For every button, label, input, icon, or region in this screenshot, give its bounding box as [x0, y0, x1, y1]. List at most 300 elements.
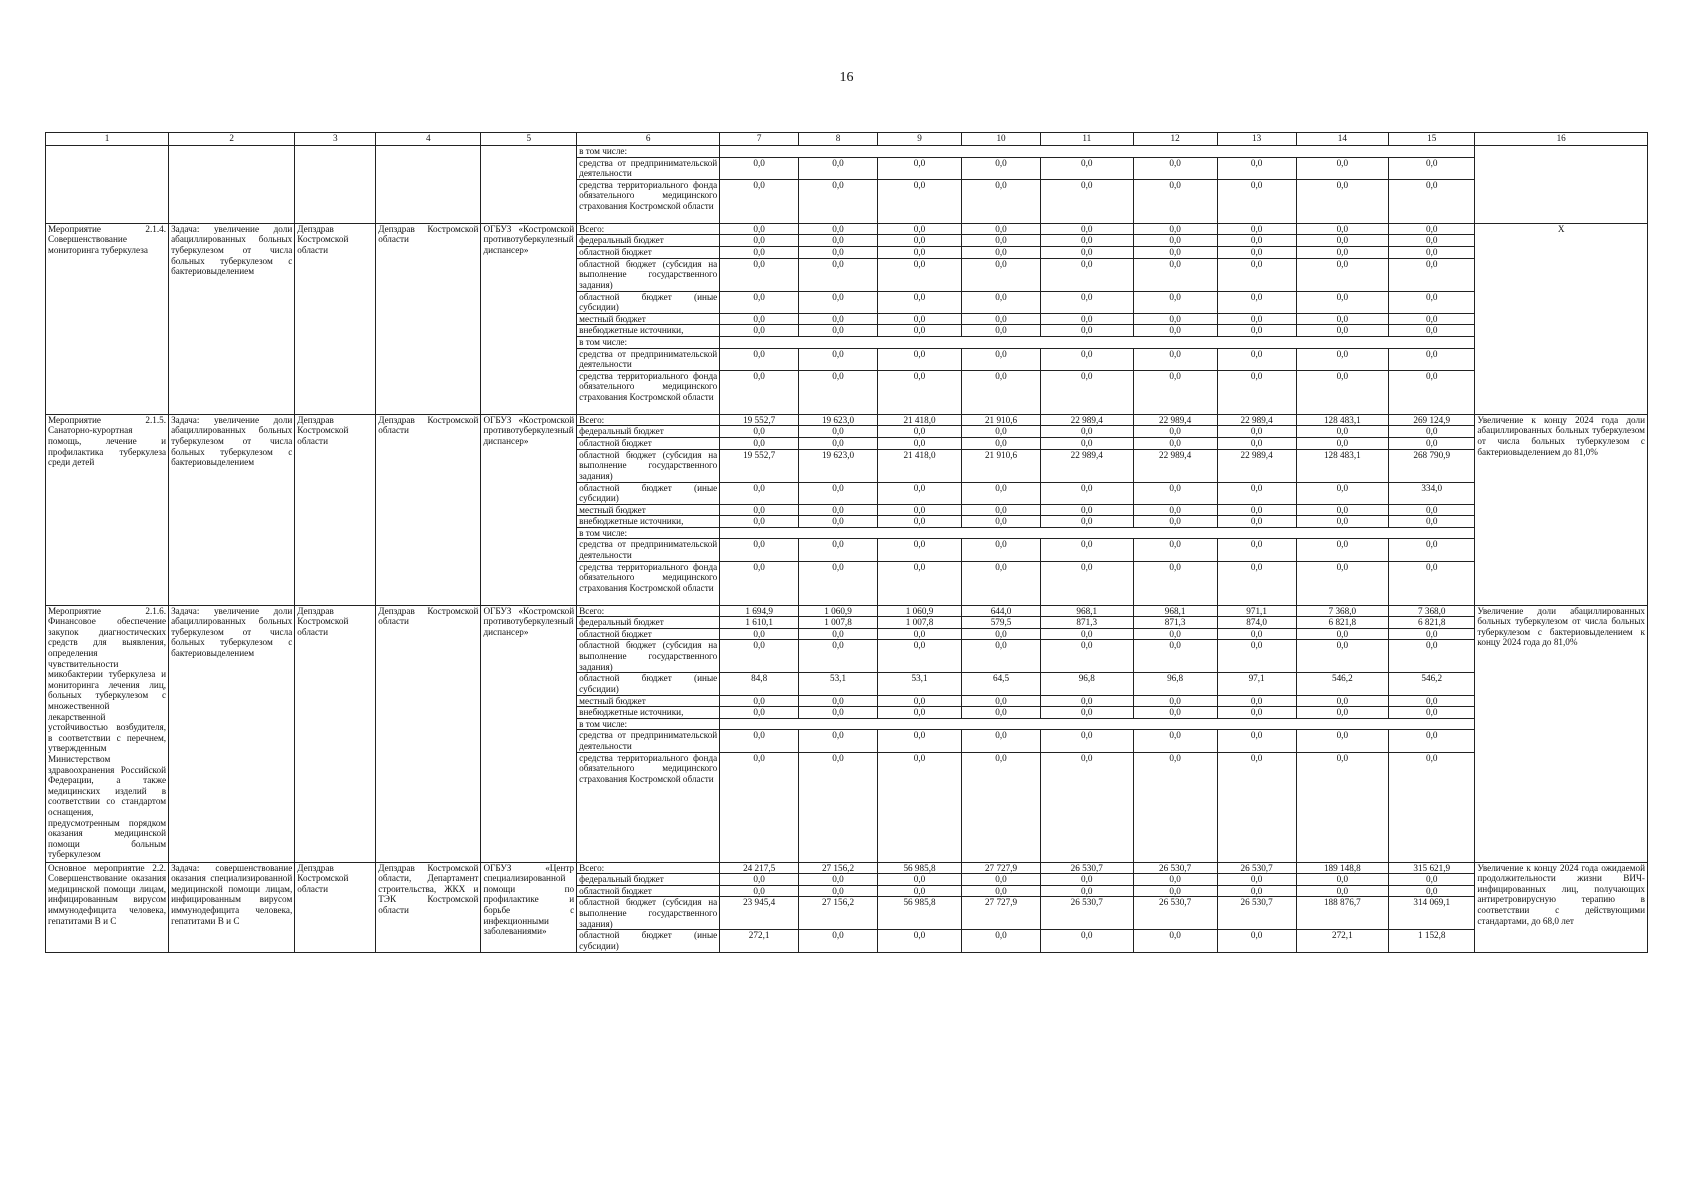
value-cell: 272,1 [1296, 930, 1389, 952]
value-cell: 0,0 [1217, 885, 1296, 897]
value-cell: 0,0 [1040, 348, 1133, 370]
value-cell: 0,0 [877, 539, 961, 561]
value-cell: 0,0 [1217, 628, 1296, 640]
value-cell: 0,0 [877, 179, 961, 223]
value-cell: 968,1 [1133, 605, 1217, 617]
source-label: в том числе: [577, 146, 720, 158]
value-cell: 21 418,0 [877, 414, 961, 426]
value-cell: 0,0 [1389, 516, 1475, 528]
value-cell: 97,1 [1217, 673, 1296, 695]
value-cell: 0,0 [1133, 930, 1217, 952]
value-cell: 7 368,0 [1296, 605, 1389, 617]
value-cell: 0,0 [1133, 752, 1217, 862]
value-cell: 0,0 [720, 695, 799, 707]
value-cell: 0,0 [1389, 325, 1475, 337]
value-cell: 0,0 [1040, 437, 1133, 449]
value-cell: 0,0 [1389, 246, 1475, 258]
value-cell: 0,0 [1133, 235, 1217, 247]
source-label: внебюджетные источники, [577, 707, 720, 719]
value-cell: 0,0 [720, 504, 799, 516]
value-cell: 26 530,7 [1133, 897, 1217, 930]
value-cell: 0,0 [1389, 258, 1475, 291]
column-number: 12 [1133, 133, 1217, 146]
value-cell: 0,0 [1040, 291, 1133, 313]
value-cell: 0,0 [1389, 313, 1475, 325]
value-cell: 0,0 [1040, 246, 1133, 258]
measure-task: Задача: увеличение доли абациллированных больных туберкулезом от числа больных туберкулезом с бактериовыделением [169, 223, 295, 414]
value-cell: 0,0 [1040, 752, 1133, 862]
value-cell: 0,0 [962, 628, 1041, 640]
value-cell: 0,0 [1296, 157, 1389, 179]
value-cell: 53,1 [877, 673, 961, 695]
column-number: 5 [481, 133, 577, 146]
value-cell: 0,0 [1296, 313, 1389, 325]
value-cell: 546,2 [1389, 673, 1475, 695]
value-cell: 579,5 [962, 617, 1041, 629]
value-cell: 0,0 [799, 730, 878, 752]
value-cell: 22 989,4 [1133, 414, 1217, 426]
value-cell: 269 124,9 [1389, 414, 1475, 426]
source-label: областной бюджет (субсидия на выполнение государственного задания) [577, 640, 720, 673]
co-executor: Депздрав Костромской области, Департамент строительства, ЖКХ и ТЭК Костромской области [376, 862, 481, 952]
value-cell: 0,0 [877, 752, 961, 862]
value-cell: 0,0 [1389, 640, 1475, 673]
value-cell: 0,0 [877, 885, 961, 897]
value-cell: 0,0 [1296, 348, 1389, 370]
column-numbers-row [46, 133, 1648, 146]
value-cell: 1 152,8 [1389, 930, 1475, 952]
value-cell: 0,0 [720, 730, 799, 752]
value-cell: 0,0 [1217, 246, 1296, 258]
value-cell: 0,0 [877, 561, 961, 605]
expected-result: Увеличение к концу 2024 года доли абациллированных больных туберкулезом от числа больных туберкулезом с бактериовыделением до 81,0% [1475, 414, 1648, 605]
value-cell: 188 876,7 [1296, 897, 1389, 930]
source-label: областной бюджет (субсидия на выполнение государственного задания) [577, 449, 720, 482]
value-cell: 644,0 [962, 605, 1041, 617]
value-cell: 0,0 [1040, 426, 1133, 438]
value-cell: 0,0 [1133, 482, 1217, 504]
co-executor: Депздрав Костромской области [376, 414, 481, 605]
carry-empty-cell [46, 146, 169, 224]
value-cell: 56 985,8 [877, 862, 961, 874]
participant-org: ОГБУЗ «Центр специализированной помощи по профилактике и борьбе с инфекционными заболеваниями» [481, 862, 577, 952]
value-cell: 0,0 [877, 313, 961, 325]
value-cell: 0,0 [720, 157, 799, 179]
value-cell: 0,0 [962, 874, 1041, 886]
value-cell: 0,0 [799, 437, 878, 449]
carry-empty-cell [295, 146, 376, 224]
value-cell: 0,0 [1296, 437, 1389, 449]
value-cell: 0,0 [962, 179, 1041, 223]
value-cell: 0,0 [962, 258, 1041, 291]
source-label: в том числе: [577, 527, 720, 539]
value-cell: 0,0 [799, 752, 878, 862]
value-cell: 0,0 [720, 223, 799, 235]
value-cell: 0,0 [799, 707, 878, 719]
value-cell: 0,0 [1133, 325, 1217, 337]
value-cell: 0,0 [1133, 539, 1217, 561]
value-cell: 0,0 [1217, 291, 1296, 313]
value-cell: 6 821,8 [1389, 617, 1475, 629]
value-cell: 0,0 [1217, 179, 1296, 223]
value-cell: 334,0 [1389, 482, 1475, 504]
value-cell: 0,0 [1296, 628, 1389, 640]
table-row [46, 146, 1648, 158]
value-cell: 1 007,8 [877, 617, 961, 629]
value-cell: 314 069,1 [1389, 897, 1475, 930]
source-label: в том числе: [577, 336, 720, 348]
value-cell: 0,0 [1217, 157, 1296, 179]
source-label: местный бюджет [577, 695, 720, 707]
value-cell: 0,0 [1217, 426, 1296, 438]
column-number: 11 [1040, 133, 1133, 146]
value-cell: 0,0 [962, 930, 1041, 952]
source-label: средства территориального фонда обязательного медицинского страхования Костромской области [577, 561, 720, 605]
value-cell: 0,0 [1389, 179, 1475, 223]
value-cell: 0,0 [1040, 325, 1133, 337]
value-cell: 0,0 [1133, 426, 1217, 438]
value-cell: 0,0 [1217, 223, 1296, 235]
table-row [46, 862, 1648, 874]
value-cell: 0,0 [1389, 235, 1475, 247]
value-cell: 0,0 [1296, 426, 1389, 438]
value-cell: 0,0 [962, 157, 1041, 179]
value-cell: 22 989,4 [1040, 449, 1133, 482]
measure-task: Задача: увеличение доли абациллированных больных туберкулезом от числа больных туберкулезом с бактериовыделением [169, 414, 295, 605]
value-cell: 0,0 [1296, 885, 1389, 897]
value-cell: 871,3 [1133, 617, 1217, 629]
value-cell: 56 985,8 [877, 897, 961, 930]
value-cell: 0,0 [720, 561, 799, 605]
value-cell: 22 989,4 [1040, 414, 1133, 426]
column-number: 2 [169, 133, 295, 146]
value-cell: 0,0 [720, 348, 799, 370]
value-cell: 0,0 [1040, 504, 1133, 516]
value-cell: 0,0 [1133, 223, 1217, 235]
value-cell: 0,0 [1217, 504, 1296, 516]
value-cell: 0,0 [1040, 695, 1133, 707]
value-cell: 0,0 [1040, 707, 1133, 719]
value-cell: 0,0 [1296, 516, 1389, 528]
value-cell: 0,0 [877, 695, 961, 707]
value-cell: 0,0 [877, 707, 961, 719]
value-cell: 0,0 [720, 426, 799, 438]
value-cell: 0,0 [1296, 730, 1389, 752]
source-label: Всего: [577, 862, 720, 874]
value-cell: 272,1 [720, 930, 799, 952]
value-cell: 0,0 [1040, 930, 1133, 952]
value-cell: 0,0 [720, 235, 799, 247]
value-cell: 0,0 [1296, 179, 1389, 223]
value-cell: 0,0 [962, 640, 1041, 673]
value-cell: 268 790,9 [1389, 449, 1475, 482]
value-cell: 0,0 [1389, 437, 1475, 449]
measure-task: Задача: увеличение доли абациллированных больных туберкулезом от числа больных туберкулезом с бактериовыделением [169, 605, 295, 862]
value-cell: 0,0 [962, 482, 1041, 504]
table-row [46, 605, 1648, 617]
value-cell: 0,0 [720, 885, 799, 897]
value-cell: 0,0 [799, 179, 878, 223]
value-cell: 0,0 [877, 437, 961, 449]
measure-title: Основное мероприятие 2.2. Совершенствование оказания медицинской помощи лицам, инфицированным вирусом иммунодефицита человека, гепатитами В и С [46, 862, 169, 952]
value-cell: 0,0 [1389, 504, 1475, 516]
measure-title: Мероприятие 2.1.6. Финансовое обеспечение закупок диагностических средств для выявления, определения чувствительности микобактерии туберкулеза и мониторинга лечения лиц, больных туберкулезом с множественной лекарственной устойчивостью возбудителя, в соответствии с перечнем, утвержденным Министерством здравоохранения Российской Федерации, а также медицинских изделий в соответствии со стандартом оснащения, предусмотренным порядком оказания медицинской помощи больным туберкулезом [46, 605, 169, 862]
value-cell: 0,0 [962, 313, 1041, 325]
value-cell: 19 623,0 [799, 414, 878, 426]
value-cell: 0,0 [877, 325, 961, 337]
source-label: областной бюджет (иные субсидии) [577, 673, 720, 695]
value-cell: 0,0 [1296, 482, 1389, 504]
carry-result-cell [1475, 146, 1648, 224]
value-cell: 0,0 [720, 640, 799, 673]
value-cell: 0,0 [877, 516, 961, 528]
value-cell: 0,0 [720, 628, 799, 640]
value-cell: 7 368,0 [1389, 605, 1475, 617]
value-cell: 0,0 [1040, 640, 1133, 673]
value-cell: 0,0 [799, 223, 878, 235]
value-cell: 0,0 [1217, 695, 1296, 707]
source-label: средства территориального фонда обязательного медицинского страхования Костромской области [577, 752, 720, 862]
source-label: областной бюджет [577, 437, 720, 449]
value-cell: 0,0 [1133, 628, 1217, 640]
value-cell: 0,0 [799, 313, 878, 325]
value-cell: 971,1 [1217, 605, 1296, 617]
value-cell: 0,0 [1389, 874, 1475, 886]
value-cell: 0,0 [962, 437, 1041, 449]
value-cell: 0,0 [720, 874, 799, 886]
co-executor: Депздрав Костромской области [376, 223, 481, 414]
value-cell: 0,0 [1296, 325, 1389, 337]
value-cell: 0,0 [877, 482, 961, 504]
source-label: областной бюджет [577, 246, 720, 258]
value-cell: 0,0 [1133, 516, 1217, 528]
value-cell: 0,0 [1133, 157, 1217, 179]
value-cell: 24 217,5 [720, 862, 799, 874]
value-cell: 22 989,4 [1217, 449, 1296, 482]
expected-result: Х [1475, 223, 1648, 414]
value-cell: 0,0 [962, 370, 1041, 414]
value-cell: 0,0 [1133, 179, 1217, 223]
value-cell: 0,0 [799, 539, 878, 561]
value-cell: 0,0 [720, 313, 799, 325]
value-cell: 84,8 [720, 673, 799, 695]
value-cell: 0,0 [799, 157, 878, 179]
value-cell: 21 418,0 [877, 449, 961, 482]
value-cell: 128 483,1 [1296, 414, 1389, 426]
table-body [46, 133, 1648, 953]
value-cell: 128 483,1 [1296, 449, 1389, 482]
measure-title: Мероприятие 2.1.5. Санаторно-курортная помощь, лечение и профилактика туберкулеза среди детей [46, 414, 169, 605]
value-cell: 968,1 [1040, 605, 1133, 617]
value-cell: 0,0 [799, 874, 878, 886]
value-cell: 0,0 [1217, 730, 1296, 752]
value-cell: 0,0 [1133, 258, 1217, 291]
column-number: 8 [799, 133, 878, 146]
value-cell: 0,0 [1389, 561, 1475, 605]
value-cell: 0,0 [1217, 258, 1296, 291]
value-cell: 0,0 [799, 885, 878, 897]
source-label: Всего: [577, 414, 720, 426]
value-cell: 0,0 [720, 707, 799, 719]
source-label: средства территориального фонда обязательного медицинского страхования Костромской области [577, 370, 720, 414]
measure-task: Задача: совершенствование оказания специализированной медицинской помощи лицам, инфицированным вирусом иммунодефицита человека, гепатитами В и С [169, 862, 295, 952]
value-cell: 0,0 [720, 291, 799, 313]
source-label: средства от предпринимательской деятельности [577, 539, 720, 561]
value-cell: 0,0 [1217, 874, 1296, 886]
value-cell: 26 530,7 [1217, 897, 1296, 930]
value-cell: 0,0 [877, 258, 961, 291]
value-cell: 0,0 [1296, 258, 1389, 291]
value-cell: 546,2 [1296, 673, 1389, 695]
value-cell: 0,0 [1296, 874, 1389, 886]
value-cell: 0,0 [877, 223, 961, 235]
value-cell: 0,0 [1040, 370, 1133, 414]
value-cell: 874,0 [1217, 617, 1296, 629]
value-cell: 0,0 [962, 348, 1041, 370]
participant-org: ОГБУЗ «Костромской противотуберкулезный диспансер» [481, 605, 577, 862]
value-cell: 0,0 [1296, 504, 1389, 516]
value-cell: 0,0 [962, 246, 1041, 258]
value-cell: 0,0 [799, 426, 878, 438]
value-cell: 0,0 [1296, 291, 1389, 313]
value-cell: 1 007,8 [799, 617, 878, 629]
responsible-executor: Депздрав Костромской области [295, 862, 376, 952]
responsible-executor: Депздрав Костромской области [295, 414, 376, 605]
value-cell: 0,0 [720, 246, 799, 258]
value-cell: 0,0 [720, 370, 799, 414]
measure-title: Мероприятие 2.1.4. Совершенствование мониторинга туберкулеза [46, 223, 169, 414]
value-cell: 0,0 [1389, 291, 1475, 313]
value-cell: 0,0 [1217, 516, 1296, 528]
value-cell: 0,0 [1389, 730, 1475, 752]
value-cell: 0,0 [1040, 516, 1133, 528]
value-cell: 0,0 [1040, 482, 1133, 504]
value-cell: 0,0 [720, 437, 799, 449]
value-cell: 96,8 [1133, 673, 1217, 695]
column-number: 3 [295, 133, 376, 146]
value-cell: 0,0 [799, 695, 878, 707]
value-cell: 0,0 [1217, 707, 1296, 719]
value-cell: 0,0 [720, 325, 799, 337]
co-executor: Депздрав Костромской области [376, 605, 481, 862]
value-cell: 0,0 [962, 539, 1041, 561]
column-number: 15 [1389, 133, 1475, 146]
expected-result: Увеличение к концу 2024 года ожидаемой продолжительности жизни ВИЧ-инфицированных лиц, получающих антиретровирусную терапию в соответствии с действующими стандартами, до 68,0 лет [1475, 862, 1648, 952]
column-number: 6 [577, 133, 720, 146]
value-cell: 0,0 [799, 482, 878, 504]
value-cell: 1 610,1 [720, 617, 799, 629]
value-cell: 0,0 [1040, 730, 1133, 752]
source-label: федеральный бюджет [577, 235, 720, 247]
value-cell: 19 552,7 [720, 414, 799, 426]
value-cell: 0,0 [720, 539, 799, 561]
source-label: внебюджетные источники, [577, 516, 720, 528]
value-cell: 0,0 [720, 179, 799, 223]
value-cell: 0,0 [962, 752, 1041, 862]
value-cell: 0,0 [962, 885, 1041, 897]
column-number: 7 [720, 133, 799, 146]
value-cell: 0,0 [962, 695, 1041, 707]
value-cell: 0,0 [1217, 482, 1296, 504]
value-cell: 0,0 [1296, 223, 1389, 235]
empty-values [720, 718, 1475, 730]
value-cell: 0,0 [1040, 539, 1133, 561]
value-cell: 0,0 [1133, 504, 1217, 516]
value-cell: 27 727,9 [962, 862, 1041, 874]
value-cell: 0,0 [1217, 370, 1296, 414]
value-cell: 0,0 [1040, 223, 1133, 235]
value-cell: 53,1 [799, 673, 878, 695]
value-cell: 0,0 [877, 628, 961, 640]
participant-org: ОГБУЗ «Костромской противотуберкулезный диспансер» [481, 414, 577, 605]
value-cell: 0,0 [799, 628, 878, 640]
value-cell: 0,0 [1040, 235, 1133, 247]
value-cell: 0,0 [1217, 561, 1296, 605]
value-cell: 0,0 [1133, 707, 1217, 719]
value-cell: 0,0 [877, 157, 961, 179]
value-cell: 0,0 [1217, 313, 1296, 325]
value-cell: 0,0 [1040, 258, 1133, 291]
value-cell: 0,0 [1217, 930, 1296, 952]
value-cell: 0,0 [1296, 561, 1389, 605]
source-label: областной бюджет (иные субсидии) [577, 482, 720, 504]
value-cell: 0,0 [877, 246, 961, 258]
column-number: 4 [376, 133, 481, 146]
value-cell: 1 060,9 [799, 605, 878, 617]
value-cell: 1 060,9 [877, 605, 961, 617]
value-cell: 0,0 [1217, 752, 1296, 862]
source-label: областной бюджет (субсидия на выполнение государственного задания) [577, 258, 720, 291]
value-cell: 0,0 [1217, 235, 1296, 247]
value-cell: 0,0 [720, 752, 799, 862]
value-cell: 1 694,9 [720, 605, 799, 617]
source-label: областной бюджет (иные субсидии) [577, 930, 720, 952]
value-cell: 0,0 [962, 325, 1041, 337]
participant-org: ОГБУЗ «Костромской противотуберкулезный диспансер» [481, 223, 577, 414]
value-cell: 0,0 [1217, 539, 1296, 561]
value-cell: 0,0 [962, 235, 1041, 247]
value-cell: 0,0 [1133, 348, 1217, 370]
table-row [46, 223, 1648, 235]
value-cell: 0,0 [1389, 426, 1475, 438]
value-cell: 0,0 [1133, 561, 1217, 605]
value-cell: 26 530,7 [1040, 897, 1133, 930]
value-cell: 0,0 [962, 291, 1041, 313]
value-cell: 0,0 [799, 504, 878, 516]
value-cell: 0,0 [1040, 628, 1133, 640]
responsible-executor: Депздрав Костромской области [295, 605, 376, 862]
value-cell: 0,0 [1296, 752, 1389, 862]
value-cell: 0,0 [962, 426, 1041, 438]
empty-values [720, 527, 1475, 539]
page-number: 16 [839, 70, 854, 85]
source-label: Всего: [577, 605, 720, 617]
value-cell: 0,0 [720, 258, 799, 291]
value-cell: 64,5 [962, 673, 1041, 695]
value-cell: 27 156,2 [799, 862, 878, 874]
value-cell: 0,0 [720, 516, 799, 528]
source-label: средства территориального фонда обязательного медицинского страхования Костромской области [577, 179, 720, 223]
value-cell: 0,0 [962, 516, 1041, 528]
column-number: 9 [877, 133, 961, 146]
value-cell: 189 148,8 [1296, 862, 1389, 874]
value-cell: 0,0 [1296, 246, 1389, 258]
source-label: в том числе: [577, 718, 720, 730]
value-cell: 0,0 [1133, 246, 1217, 258]
expected-result: Увеличение доли абациллированных больных туберкулезом от числа больных туберкулезом с бактериовыделением к концу 2024 года до 81,0% [1475, 605, 1648, 862]
column-number: 16 [1475, 133, 1648, 146]
value-cell: 0,0 [720, 482, 799, 504]
